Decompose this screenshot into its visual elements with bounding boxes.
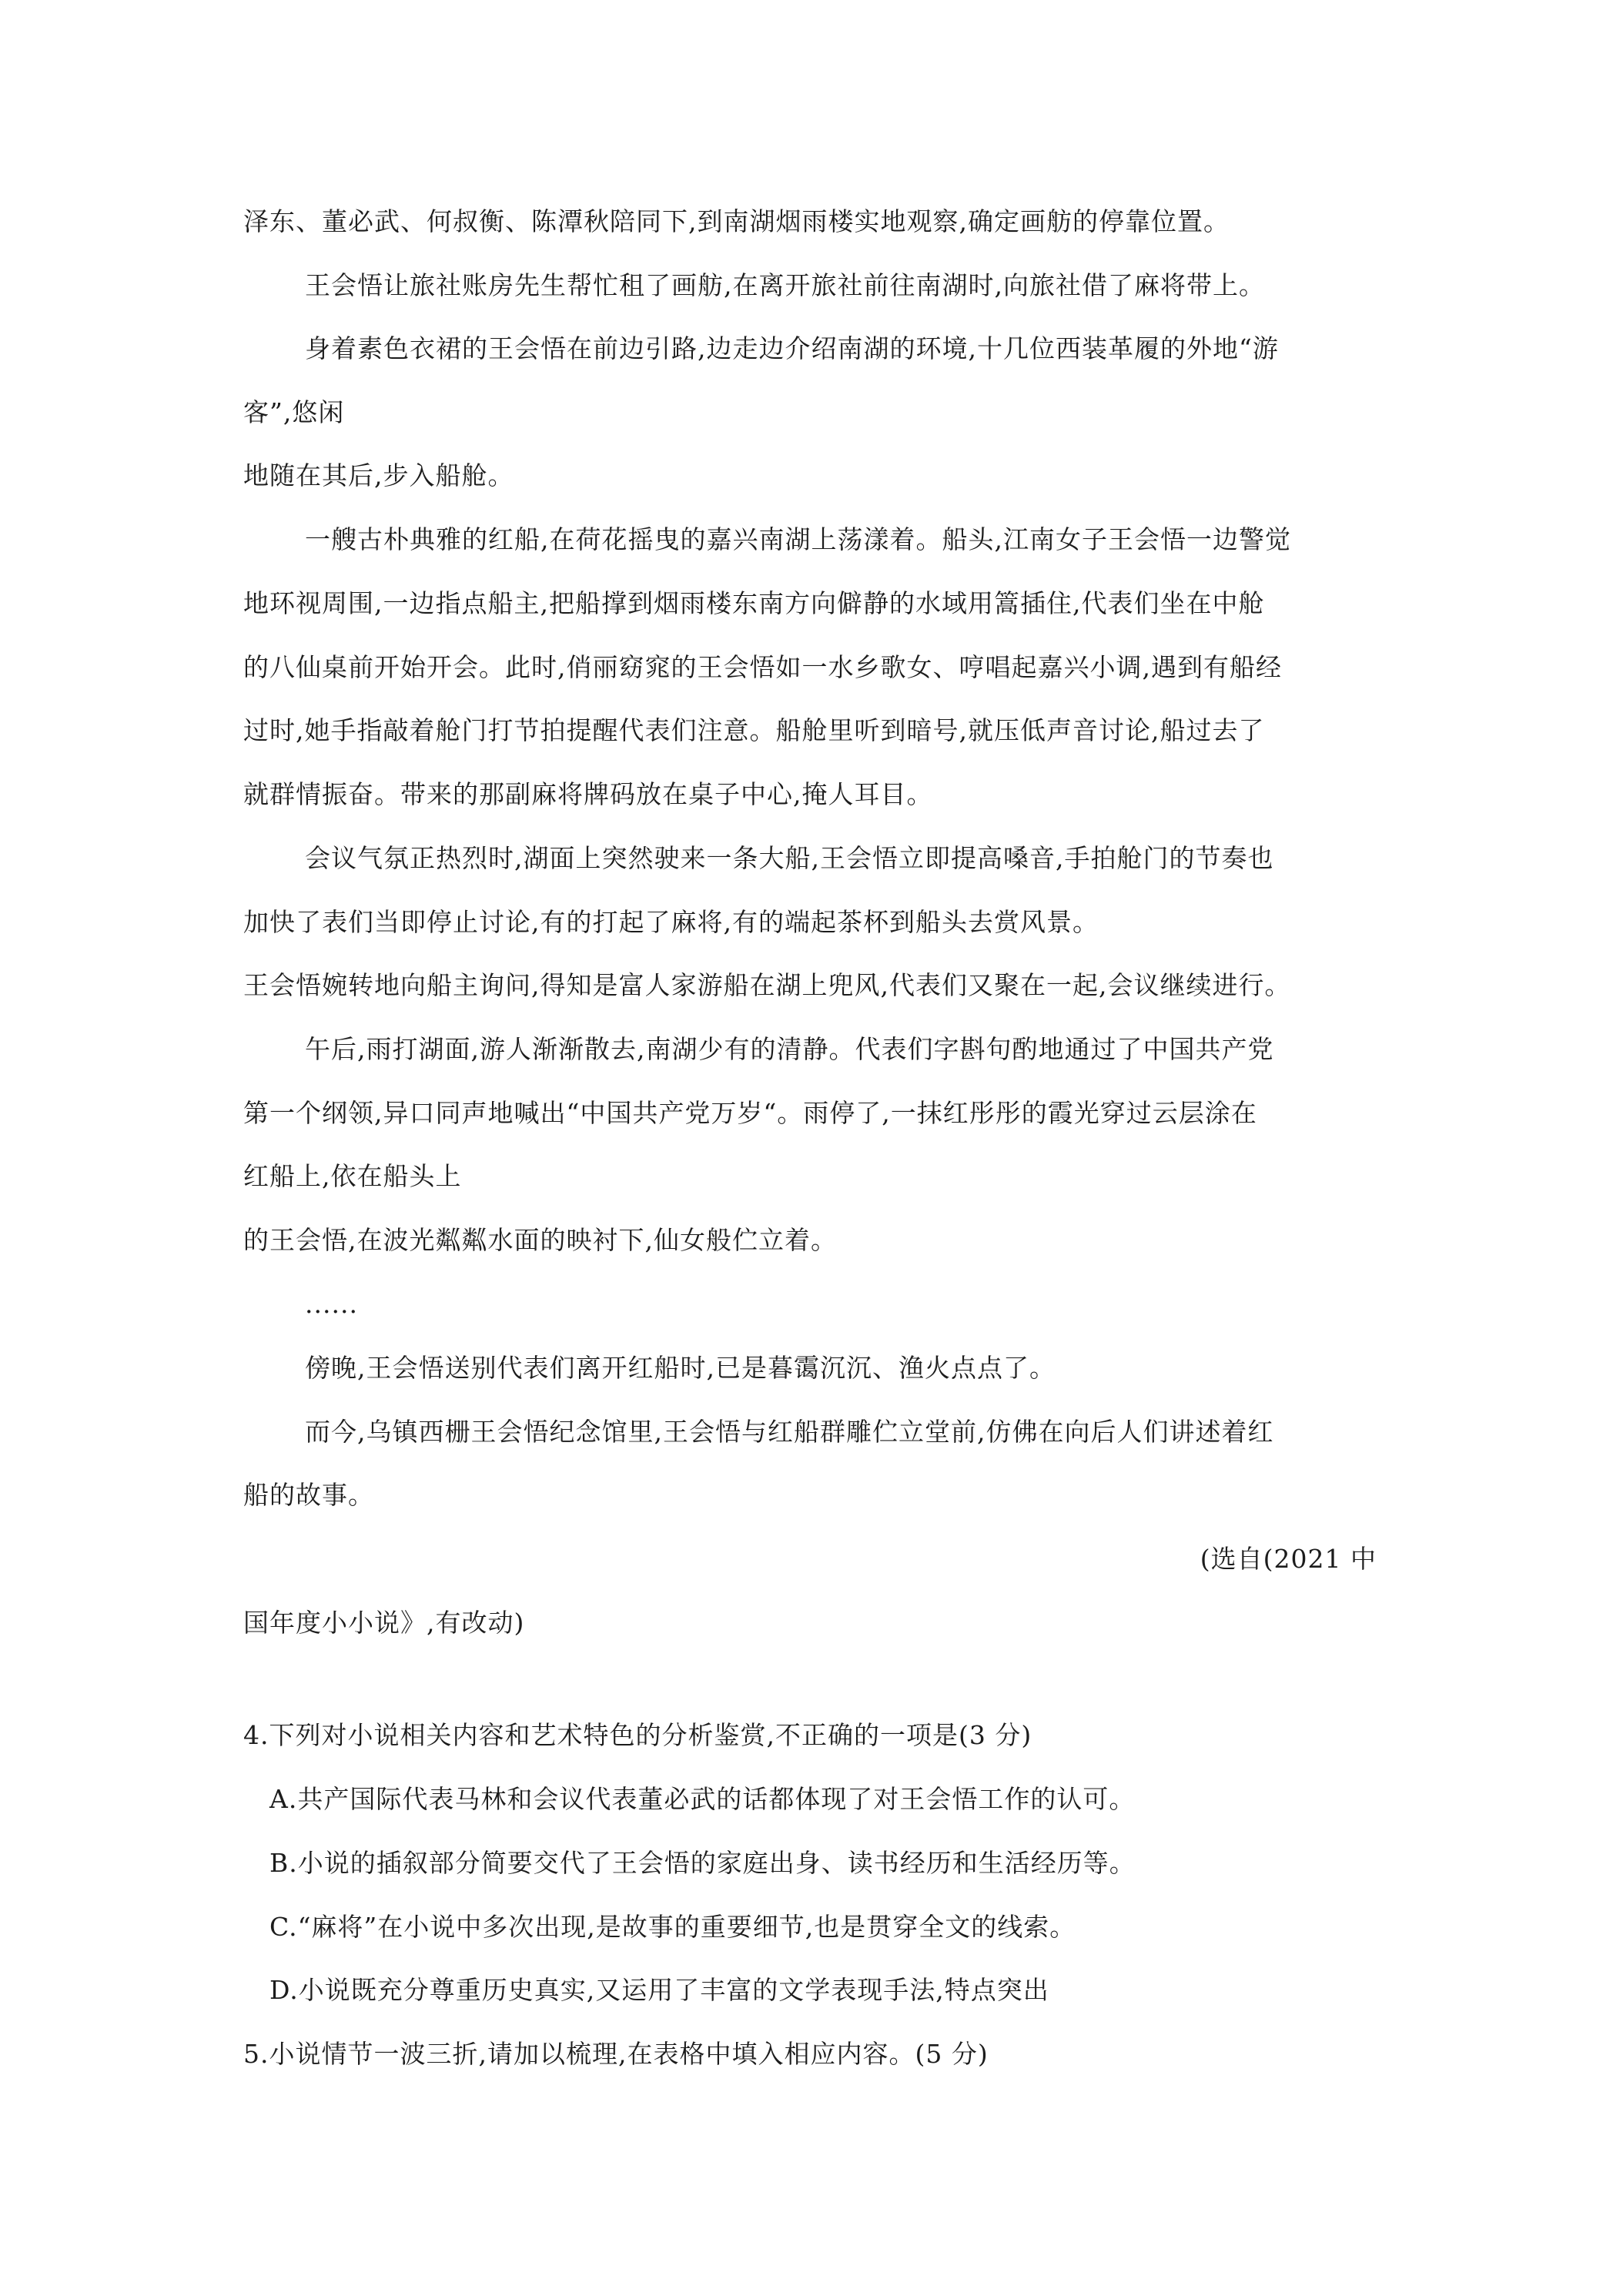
passage-line: 第一个纲领,异口同声地喊出“中国共产党万岁“。雨停了,一抹红彤彤的霞光穿过云层涂在 [243,1098,1257,1128]
source-citation: 国年度小小说》,有改动) [243,1608,525,1638]
question-4-option-d: D.小说既充分尊重历史真实,又运用了丰富的文学表现手法,特点突出 [269,1975,1049,2005]
question-4-option-b: B.小说的插叙部分简要交代了王会悟的家庭出身、读书经历和生活经历等。 [269,1848,1136,1878]
passage-line: 的王会悟,在波光粼粼水面的映衬下,仙女般伫立着。 [243,1225,837,1255]
passage-line: 就群情振奋。带来的那副麻将牌码放在桌子中心,掩人耳目。 [243,779,933,809]
passage-line: 会议气氛正热烈时,湖面上突然驶来一条大船,王会悟立即提高嗓音,手拍舱门的节奏也 [305,843,1274,873]
passage-line: 午后,雨打湖面,游人渐渐散去,南湖少有的清静。代表们字斟句酌地通过了中国共产党 [305,1034,1274,1064]
question-4-option-c: C.“麻将”在小说中多次出现,是故事的重要细节,也是贯穿全文的线索。 [269,1912,1076,1942]
question-4-option-a: A.共产国际代表马林和会议代表董必武的话都体现了对王会悟工作的认可。 [269,1784,1136,1814]
passage-line: 一艘古朴典雅的红船,在荷花摇曳的嘉兴南湖上荡漾着。船头,江南女子王会悟一边警觉 [305,524,1291,554]
passage-line: 而今,乌镇西栅王会悟纪念馆里,王会悟与红船群雕伫立堂前,仿佛在向后人们讲述着红 [305,1417,1274,1447]
passage-line: 船的故事。 [243,1480,374,1510]
passage-line: 加快了表们当即停止讨论,有的打起了麻将,有的端起茶杯到船头去赏风景。 [243,907,1099,937]
passage-line: 傍晚,王会悟送别代表们离开红船时,已是暮霭沉沉、渔火点点了。 [305,1353,1056,1383]
question-4-stem: 4.下列对小说相关内容和艺术特色的分析鉴赏,不正确的一项是(3 分) [243,1720,1032,1750]
passage-line: 客”,悠闲 [243,397,345,427]
passage-line: 红船上,依在船头上 [243,1161,462,1191]
passage-line: 地随在其后,步入船舱。 [243,460,514,490]
passage-line: 身着素色衣裙的王会悟在前边引路,边走边介绍南湖的环境,十几位西装革履的外地“游 [305,333,1279,363]
source-citation: (选自(2021 中 [1200,1544,1377,1574]
passage-line: 地环视周围,一边指点船主,把船撑到烟雨楼东南方向僻静的水域用篙插住,代表们坐在中舱 [243,588,1265,618]
passage-line: 王会悟让旅社账房先生帮忙租了画舫,在离开旅社前往南湖时,向旅社借了麻将带上。 [305,270,1265,300]
question-5-stem: 5.小说情节一波三折,请加以梳理,在表格中填入相应内容。(5 分) [243,2039,989,2069]
ellipsis: ...... [305,1289,358,1319]
passage-line: 王会悟婉转地向船主询问,得知是富人家游船在湖上兜风,代表们又聚在一起,会议继续进行。 [243,970,1291,1000]
passage-line: 泽东、董必武、何叔衡、陈潭秋陪同下,到南湖烟雨楼实地观察,确定画舫的停靠位置。 [243,206,1230,236]
passage-line: 的八仙桌前开始开会。此时,俏丽窈窕的王会悟如一水乡歌女、哼唱起嘉兴小调,遇到有船经 [243,652,1282,682]
passage-line: 过时,她手指敲着舱门打节拍提醒代表们注意。船舱里听到暗号,就压低声音讨论,船过去了 [243,715,1265,745]
